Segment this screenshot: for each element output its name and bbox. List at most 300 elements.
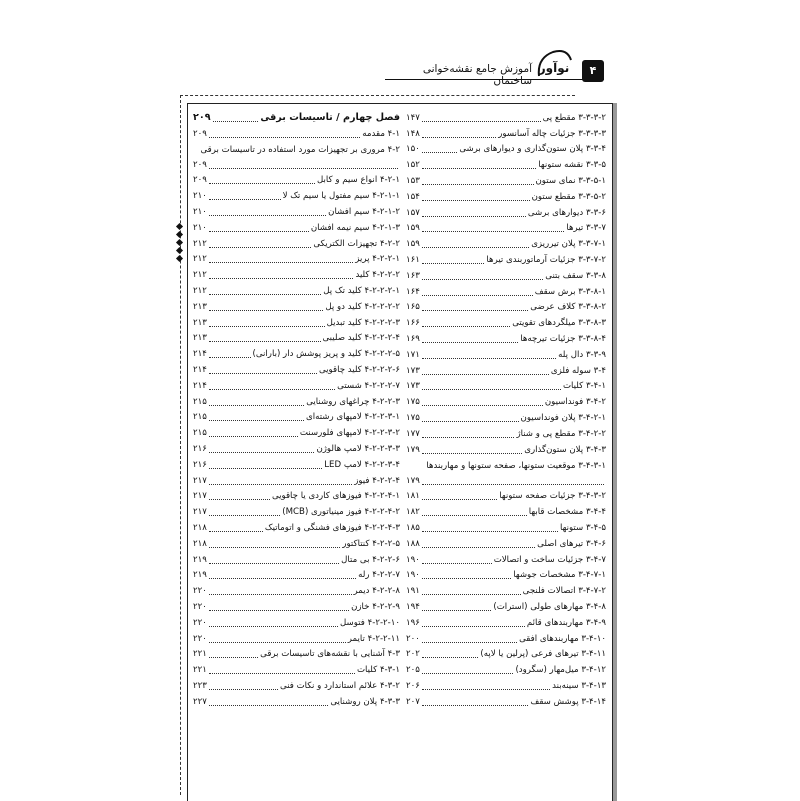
- toc-leader-dots: [422, 414, 519, 422]
- toc-entry: [193, 220, 400, 236]
- toc-leader-dots: [209, 540, 340, 548]
- publisher-logo: [535, 48, 573, 80]
- toc-leader-dots: [209, 334, 321, 342]
- toc-leader-dots: [209, 161, 398, 169]
- toc-page-number: ۲۱۲: [193, 270, 207, 281]
- toc-entry-title: ۴-۲-۲-۴ فیوز: [354, 475, 400, 486]
- toc-entry-title: ۴-۲-۲-۳ چراغهای روشنایی: [306, 396, 400, 407]
- toc-leader-dots: [209, 192, 281, 200]
- toc-entry: [406, 442, 606, 458]
- book-title: آموزش جامع نقشه‌خوانی ساختمان: [422, 63, 532, 87]
- toc-entry: [406, 205, 606, 221]
- toc-leader-dots: [209, 208, 326, 216]
- toc-entry-title: ۳-۴-۱۴ پوشش سقف: [530, 696, 606, 707]
- toc-entry: [193, 173, 400, 189]
- toc-page-number: ۱۷۹: [406, 444, 420, 455]
- toc-entry-title: ۴-۲-۲-۷ رله: [358, 570, 400, 581]
- toc-leader-dots: [422, 335, 518, 343]
- page-number: ۴: [582, 60, 604, 82]
- toc-leader-dots: [209, 698, 329, 706]
- toc-leader-dots: [209, 587, 352, 595]
- toc-entry-title: ۴-۲-۲-۴-۳ فیوزهای فشنگی و اتوماتیک: [264, 523, 400, 534]
- toc-page-number: ۱۸۲: [406, 507, 420, 518]
- toc-entry: [193, 142, 400, 173]
- toc-entry-title: ۳-۴-۱۳ سینه‌بند: [552, 680, 606, 691]
- toc-entry-title: ۴-۲-۲-۳-۴ لامپ LED: [324, 459, 400, 470]
- toc-page-number: ۲۱۳: [193, 317, 207, 328]
- toc-entry: [406, 379, 606, 395]
- toc-entry-title: ۳-۳-۶ دیوارهای برشی: [527, 207, 606, 218]
- toc-entry: [406, 268, 606, 284]
- toc-page-number: ۱۷۹: [406, 476, 420, 487]
- toc-entry-title: ۴-۲-۱-۳ سیم نیمه افشان: [310, 222, 400, 233]
- toc-page-number: ۲۱۶: [193, 459, 207, 470]
- toc-page-number: ۱۶۱: [406, 255, 420, 266]
- toc-entry-title: ۳-۴ سوله فلزی: [550, 365, 606, 376]
- toc-page-number: ۱۵۷: [406, 207, 420, 218]
- toc-leader-dots: [209, 429, 298, 437]
- toc-entry-title: ۳-۴-۳ پلان ستون‌گذاری: [524, 444, 606, 455]
- toc-entry-title: ۴-۲-۲-۲-۶ کلید چاقویی: [318, 365, 400, 376]
- toc-leader-dots: [422, 524, 558, 532]
- toc-page-number: ۲۲۰: [193, 586, 207, 597]
- toc-page-number: ۲۲۰: [193, 617, 207, 628]
- toc-entry-title: ۳-۴-۹ مهاربندهای قائم: [526, 617, 606, 628]
- toc-entry-title: ۳-۳-۷ تیرها: [566, 223, 606, 234]
- toc-page-number: ۲۱۹: [193, 570, 207, 581]
- toc-entry: [406, 142, 606, 158]
- toc-entry: [406, 552, 606, 568]
- toc-leader-dots: [422, 209, 526, 217]
- toc-leader-dots: [422, 367, 549, 375]
- toc-entry-title: ۴-۲-۲-۶ بی متال: [341, 554, 400, 565]
- toc-leader-dots: [209, 287, 321, 295]
- toc-leader-dots: [209, 271, 354, 279]
- toc-entry: [193, 378, 400, 394]
- toc-entry-title: ۳-۳-۴ پلان ستون‌گذاری و دیوارهای برشی: [459, 144, 606, 155]
- toc-entry-title: ۳-۳-۵-۱ نمای ستون: [535, 176, 606, 187]
- toc-page-number: ۲۱۷: [193, 491, 207, 502]
- toc-entry: [406, 347, 606, 363]
- toc-leader-dots: [422, 650, 479, 658]
- toc-page-number: ۱۴۸: [406, 128, 420, 139]
- toc-leader-dots: [422, 272, 543, 280]
- toc-entry-title: ۴-۲-۲-۲-۵ کلید و پریز پوشش دار (بارانی): [252, 349, 400, 360]
- toc-entry: [193, 346, 400, 362]
- toc-entry: [193, 678, 400, 694]
- toc-leader-dots: [209, 445, 315, 453]
- toc-entry-title: ۳-۴-۶ تیرهای اصلی: [537, 538, 606, 549]
- toc-page-number: ۲۱۵: [193, 396, 207, 407]
- toc-page-number: ۲۰۶: [406, 680, 420, 691]
- toc-page-number: ۱۶۵: [406, 302, 420, 313]
- toc-leader-dots: [209, 635, 346, 643]
- toc-entry: [406, 678, 606, 694]
- toc-entry: [193, 126, 400, 142]
- toc-entry: [193, 504, 400, 520]
- toc-entry: [193, 694, 400, 710]
- toc-page-number: ۲۱۲: [193, 286, 207, 297]
- toc-leader-dots: [422, 319, 510, 327]
- toc-entry-title: ۳-۳-۷-۱ پلان تیرریزی: [531, 239, 606, 250]
- toc-page-number: ۱۸۵: [406, 523, 420, 534]
- toc-entry-title: ۳-۴-۲-۲ مقطع پی و شناژ: [516, 428, 606, 439]
- toc-leader-dots: [209, 176, 315, 184]
- toc-page-number: ۲۱۳: [193, 333, 207, 344]
- toc-entry-title: ۴-۲-۲-۳-۱ لامپهای رشته‌ای: [305, 412, 400, 423]
- toc-entry: [193, 267, 400, 283]
- toc-leader-dots: [209, 382, 335, 390]
- decorative-dashed-line-top: [180, 95, 575, 96]
- toc-entry: [406, 489, 606, 505]
- toc-entry: [406, 252, 606, 268]
- toc-leader-dots: [422, 430, 515, 438]
- toc-left-column: [193, 110, 400, 760]
- toc-entry: [406, 236, 606, 252]
- toc-page-number: ۱۶۹: [406, 334, 420, 345]
- toc-page-number: ۲۱۸: [193, 538, 207, 549]
- toc-entry-title: ۴-۳-۳ پلان روشنایی: [330, 696, 400, 707]
- toc-leader-dots: [422, 540, 535, 548]
- toc-page-number: ۲۰۰: [406, 633, 420, 644]
- toc-entry: [406, 599, 606, 615]
- toc-page-number: ۱۹۶: [406, 617, 420, 628]
- toc-entry-title: ۳-۳-۹ دال پله: [558, 349, 606, 360]
- toc-entry-title: ۳-۴-۲-۱ پلان فونداسیون: [520, 413, 606, 424]
- toc-page-number: ۲۱۰: [193, 191, 207, 202]
- toc-entry-title: ۳-۳-۳-۲ مقطع پی: [542, 112, 606, 123]
- toc-entry-title: ۳-۴-۴ مشخصات قابها: [528, 507, 606, 518]
- toc-entry: [193, 568, 400, 584]
- toc-entry: [406, 300, 606, 316]
- toc-page-number: ۲۰۷: [406, 696, 420, 707]
- toc-entry: [193, 631, 400, 647]
- toc-page-number: ۲۰۵: [406, 665, 420, 676]
- toc-entry-title: ۳-۴-۳-۲ جزئیات صفحه ستونها: [499, 491, 606, 502]
- toc-leader-dots: [209, 255, 353, 263]
- toc-entry-title: ۳-۳-۸ سقف بتنی: [545, 270, 606, 281]
- toc-page-number: ۱۹۱: [406, 586, 420, 597]
- toc-leader-dots: [209, 303, 324, 311]
- toc-entry-title: ۴-۲-۲-۴-۲ فیوز مینیاتوری (MCB): [282, 507, 400, 518]
- toc-entry-title: ۴-۲-۱-۲ سیم افشان: [328, 207, 400, 218]
- toc-leader-dots: [209, 492, 270, 500]
- toc-leader-dots: [209, 413, 304, 421]
- toc-entry: [193, 188, 400, 204]
- toc-leader-dots: [209, 461, 322, 469]
- toc-leader-dots: [422, 145, 457, 153]
- toc-leader-dots: [209, 571, 356, 579]
- toc-leader-dots: [422, 256, 485, 264]
- toc-entry: [193, 520, 400, 536]
- toc-entry-title: ۳-۴-۱۱ تیرهای فرعی (پرلین یا لاپه): [480, 649, 606, 660]
- toc-entry-title: ۳-۴-۷-۲ اتصالات فلنجی: [522, 586, 606, 597]
- toc-leader-dots: [422, 177, 534, 185]
- toc-leader-dots: [209, 240, 312, 248]
- toc-entry: [406, 410, 606, 426]
- toc-entry-title: ۳-۳-۸-۲ کلاف عرضی: [530, 302, 606, 313]
- toc-entry: [193, 394, 400, 410]
- toc-page-number: ۲۰۹: [193, 128, 207, 139]
- decorative-diamonds: [175, 224, 185, 264]
- toc-leader-dots: [209, 556, 339, 564]
- toc-page-number: ۱۵۴: [406, 191, 420, 202]
- toc-entry-title: ۴-۲-۲-۴-۱ فیوزهای کاردی یا چاقویی: [271, 491, 400, 502]
- toc-page-number: ۱۷۱: [406, 349, 420, 360]
- toc-page-number: ۱۷۳: [406, 381, 420, 392]
- toc-leader-dots: [422, 603, 492, 611]
- toc-leader-dots: [422, 571, 511, 579]
- toc-entry-title: ۴-۳-۲ علائم استاندارد و نکات فنی: [279, 680, 400, 691]
- toc-entry: [406, 363, 606, 379]
- toc-entry: [406, 221, 606, 237]
- toc-entry-title: ۴-۲-۲-۲ کلید: [355, 270, 400, 281]
- toc-page-number: ۲۱۲: [193, 254, 207, 265]
- toc-leader-dots: [422, 619, 525, 627]
- toc-leader-dots: [422, 130, 496, 138]
- toc-entry: [193, 552, 400, 568]
- toc-page-number: ۲۱۷: [193, 507, 207, 518]
- toc-entry: [193, 410, 400, 426]
- toc-entry: [406, 662, 606, 678]
- toc-page-number: ۲۲۰: [193, 633, 207, 644]
- toc-leader-dots: [209, 224, 309, 232]
- svg-text:نوآور: نوآور: [538, 61, 570, 75]
- toc-right-column: [406, 110, 606, 760]
- toc-page-number: ۱۷۷: [406, 428, 420, 439]
- toc-entry: [193, 362, 400, 378]
- toc-entry-title: ۳-۴-۱ کلیات: [562, 381, 606, 392]
- toc-entry-title: ۴-۲-۲-۵ کنتاکتور: [342, 538, 400, 549]
- toc-entry-title: ۳-۴-۱۰ مهاربندهای افقی: [519, 633, 606, 644]
- toc-page-number: ۲۱۲: [193, 238, 207, 249]
- toc-page-number: ۱۹۰: [406, 570, 420, 581]
- toc-entry-title: ۴-۲-۲-۲-۱ کلید تک پل: [323, 286, 400, 297]
- toc-leader-dots: [209, 524, 263, 532]
- toc-entry-title: ۳-۳-۸-۴ جزئیات تیرچه‌ها: [520, 334, 606, 345]
- toc-leader-dots: [209, 603, 349, 611]
- toc-entry: [406, 568, 606, 584]
- toc-leader-dots: [422, 303, 528, 311]
- toc-leader-dots: [209, 130, 360, 138]
- toc-entry: [406, 157, 606, 173]
- toc-entry: [193, 441, 400, 457]
- toc-entry: [193, 615, 400, 631]
- toc-entry-title: ۴-۲ مروری بر تجهیزات مورد استفاده در تاسیسات برقی: [200, 144, 400, 155]
- toc-entry: [193, 252, 400, 268]
- toc-page-number: ۲۲۷: [193, 696, 207, 707]
- toc-leader-dots: [422, 161, 536, 169]
- toc-page-number: ۲۲۰: [193, 602, 207, 612]
- toc-entry: [406, 520, 606, 536]
- toc-entry: [193, 662, 400, 678]
- toc-entry: [406, 631, 606, 647]
- toc-page-number: ۱۶۳: [406, 270, 420, 281]
- toc-entry-title: ۴-۲-۲-۱۱ تایمر: [347, 633, 400, 644]
- toc-entry-title: ۳-۳-۸-۱ برش سقف: [534, 286, 606, 297]
- toc-leader-dots: [422, 477, 604, 485]
- toc-entry-title: ۳-۳-۸-۳ میلگردهای تقویتی: [512, 318, 606, 329]
- toc-entry-title: ۴-۲-۲-۱۰ فتوسل: [340, 617, 400, 628]
- toc-page-number: ۲۱۹: [193, 554, 207, 565]
- toc-entry: [193, 204, 400, 220]
- toc-entry-title: ۴-۳-۱ کلیات: [356, 665, 400, 676]
- toc-page-number: ۲۱۰: [193, 222, 207, 233]
- toc-entry: [193, 489, 400, 505]
- toc-leader-dots: [422, 635, 517, 643]
- toc-page-number: ۱۴۷: [406, 112, 420, 123]
- toc-entry: [193, 315, 400, 331]
- toc-entry-title: ۳-۴-۷ جزئیات ساخت و اتصالات: [493, 554, 606, 565]
- toc-leader-dots: [422, 224, 564, 232]
- toc-page-number: ۲۱۷: [193, 475, 207, 486]
- toc-page-number: ۲۲۳: [193, 680, 207, 691]
- toc-entry: [406, 694, 606, 710]
- toc-page-number: ۱۷۳: [406, 365, 420, 376]
- toc-entry: [406, 647, 606, 663]
- toc-leader-dots: [422, 398, 543, 406]
- toc-leader-dots: [422, 288, 533, 296]
- toc-page-number: ۱۹۴: [406, 602, 420, 612]
- toc-leader-dots: [209, 477, 352, 485]
- toc-page-number: ۲۱۰: [193, 207, 207, 218]
- toc-page-number: ۱۵۹: [406, 239, 420, 250]
- toc-entry-title: ۳-۳-۷-۲ جزئیات آرماتوربندی تیرها: [486, 255, 606, 266]
- toc-page-number: ۲۱۴: [193, 365, 207, 376]
- toc-page-number: ۱۵۲: [406, 160, 420, 171]
- toc-leader-dots: [209, 650, 258, 658]
- toc-page-number: ۲۰۲: [406, 649, 420, 660]
- toc-entry-title: ۳-۴-۳-۱ موقعیت ستونها، صفحه ستونها و مهاربندها: [426, 460, 606, 471]
- toc-leader-dots: [213, 114, 259, 122]
- toc-leader-dots: [209, 508, 280, 516]
- toc-entry: [193, 583, 400, 599]
- toc-entry: [193, 110, 400, 126]
- toc-entry-title: ۴-۲-۱-۱ سیم مفتول یا سیم تک لا: [282, 191, 400, 202]
- toc-page-number: ۲۰۹: [193, 112, 211, 124]
- toc-entry-title: ۳-۳-۵ نقشه ستونها: [538, 160, 606, 171]
- toc-leader-dots: [422, 114, 541, 122]
- toc-leader-dots: [422, 240, 529, 248]
- toc-entry: [193, 536, 400, 552]
- toc-entry: [193, 599, 400, 615]
- decorative-dashed-line-left: [180, 95, 181, 795]
- toc-entry: [193, 283, 400, 299]
- toc-page-number: ۲۰۹: [193, 175, 207, 186]
- toc-page-number: ۱۵۰: [406, 144, 420, 155]
- toc-page-number: ۱۸۸: [406, 538, 420, 549]
- toc-entry: [406, 615, 606, 631]
- toc-leader-dots: [422, 446, 522, 454]
- toc-entry: [406, 583, 606, 599]
- toc-leader-dots: [422, 193, 530, 201]
- toc-entry-title: ۳-۴-۵ ستونها: [560, 523, 606, 534]
- toc-leader-dots: [422, 698, 529, 706]
- toc-entry: [193, 473, 400, 489]
- toc-entry-title: ۳-۴-۷-۱ مشخصات جوشها: [513, 570, 606, 581]
- toc-entry-title: ۴-۲-۲-۲-۲ کلید دو پل: [325, 301, 400, 312]
- toc-entry-title: ۳-۴-۸ مهارهای طولی (استرات): [493, 602, 606, 612]
- toc-entry: [406, 331, 606, 347]
- toc-page-number: ۲۲۱: [193, 649, 207, 660]
- toc-entry: [406, 394, 606, 410]
- toc-entry-title: ۳-۳-۵-۲ مقطع ستون: [531, 191, 606, 202]
- toc-leader-dots: [422, 492, 497, 500]
- toc-entry-title: ۳-۴-۲ فونداسیون: [544, 397, 606, 408]
- toc-entry-title: ۴-۳ آشنایی با نقشه‌های تاسیسات برقی: [260, 649, 400, 660]
- toc-leader-dots: [209, 366, 317, 374]
- toc-entry-title: ۴-۲-۲-۲-۴ کلید صلیبی: [322, 333, 400, 344]
- toc-leader-dots: [422, 666, 514, 674]
- toc-page-number: ۲۱۳: [193, 301, 207, 312]
- toc-entry: [406, 458, 606, 489]
- toc-entry: [193, 299, 400, 315]
- toc-page-number: ۱۶۶: [406, 318, 420, 329]
- toc-leader-dots: [422, 351, 556, 359]
- toc-page-number: ۲۱۴: [193, 349, 207, 360]
- toc-entry: [406, 536, 606, 552]
- toc-page-number: ۲۱۴: [193, 380, 207, 391]
- toc-entry-title: ۴-۲-۲-۳-۲ لامپهای فلورسنت: [299, 428, 400, 439]
- toc-entry: [406, 284, 606, 300]
- toc-leader-dots: [209, 350, 251, 358]
- toc-entry-title: ۳-۳-۳-۳ جزئیات چاله آسانسور: [498, 128, 606, 139]
- toc-entry: [406, 110, 606, 126]
- toc-leader-dots: [209, 666, 355, 674]
- toc-entry-title: ۴-۲-۲-۱ پریز: [355, 254, 400, 265]
- toc-page-number: ۱۹۰: [406, 554, 420, 565]
- toc-leader-dots: [209, 619, 338, 627]
- toc-page-number: ۱۷۵: [406, 413, 420, 424]
- toc-entry-title: ۴-۲-۲-۸ دیمر: [353, 586, 400, 597]
- toc-page-number: ۲۱۶: [193, 444, 207, 455]
- toc-entry-title: ۴-۲-۲-۲-۷ شستی: [337, 380, 400, 391]
- toc-entry-title: ۴-۲-۲ تجهیزات الکتریکی: [313, 238, 400, 249]
- toc-leader-dots: [422, 682, 550, 690]
- toc-entry: [406, 189, 606, 205]
- toc-leader-dots: [209, 319, 325, 327]
- toc-entry: [193, 647, 400, 663]
- toc-entry: [406, 504, 606, 520]
- toc-page-number: ۲۰۹: [193, 160, 207, 171]
- toc-entry-title: ۴-۲-۲-۳-۳ لامپ هالوژن: [316, 444, 400, 455]
- toc-entry-title: فصل چهارم / تاسیسات برقی: [260, 112, 400, 124]
- toc-entry-title: ۴-۲-۲-۹ خازن: [351, 602, 400, 612]
- toc-leader-dots: [209, 398, 304, 406]
- toc-page-number: ۲۱۵: [193, 428, 207, 439]
- toc-entry: [193, 331, 400, 347]
- toc-page-number: ۲۱۵: [193, 412, 207, 423]
- toc-leader-dots: [422, 508, 527, 516]
- toc-entry: [193, 236, 400, 252]
- toc-entry: [193, 457, 400, 473]
- toc-entry-title: ۳-۴-۱۲ میل‌مهار (سگرود): [515, 665, 606, 676]
- toc-page-number: ۲۲۱: [193, 665, 207, 676]
- toc-leader-dots: [422, 587, 521, 595]
- toc-leader-dots: [422, 556, 492, 564]
- toc-leader-dots: [209, 682, 278, 690]
- toc-page-number: ۱۵۳: [406, 176, 420, 187]
- toc-entry: [406, 126, 606, 142]
- toc-entry-title: ۴-۲-۲-۲-۳ کلید تبدیل: [326, 317, 400, 328]
- toc-entry-title: ۴-۲-۱ انواع سیم و کابل: [317, 175, 400, 186]
- toc-page-number: ۱۸۱: [406, 491, 420, 502]
- toc-entry: [406, 426, 606, 442]
- toc-entry: [406, 173, 606, 189]
- toc-page-number: ۱۷۵: [406, 397, 420, 408]
- toc-page-number: ۱۵۹: [406, 223, 420, 234]
- toc-entry: [406, 315, 606, 331]
